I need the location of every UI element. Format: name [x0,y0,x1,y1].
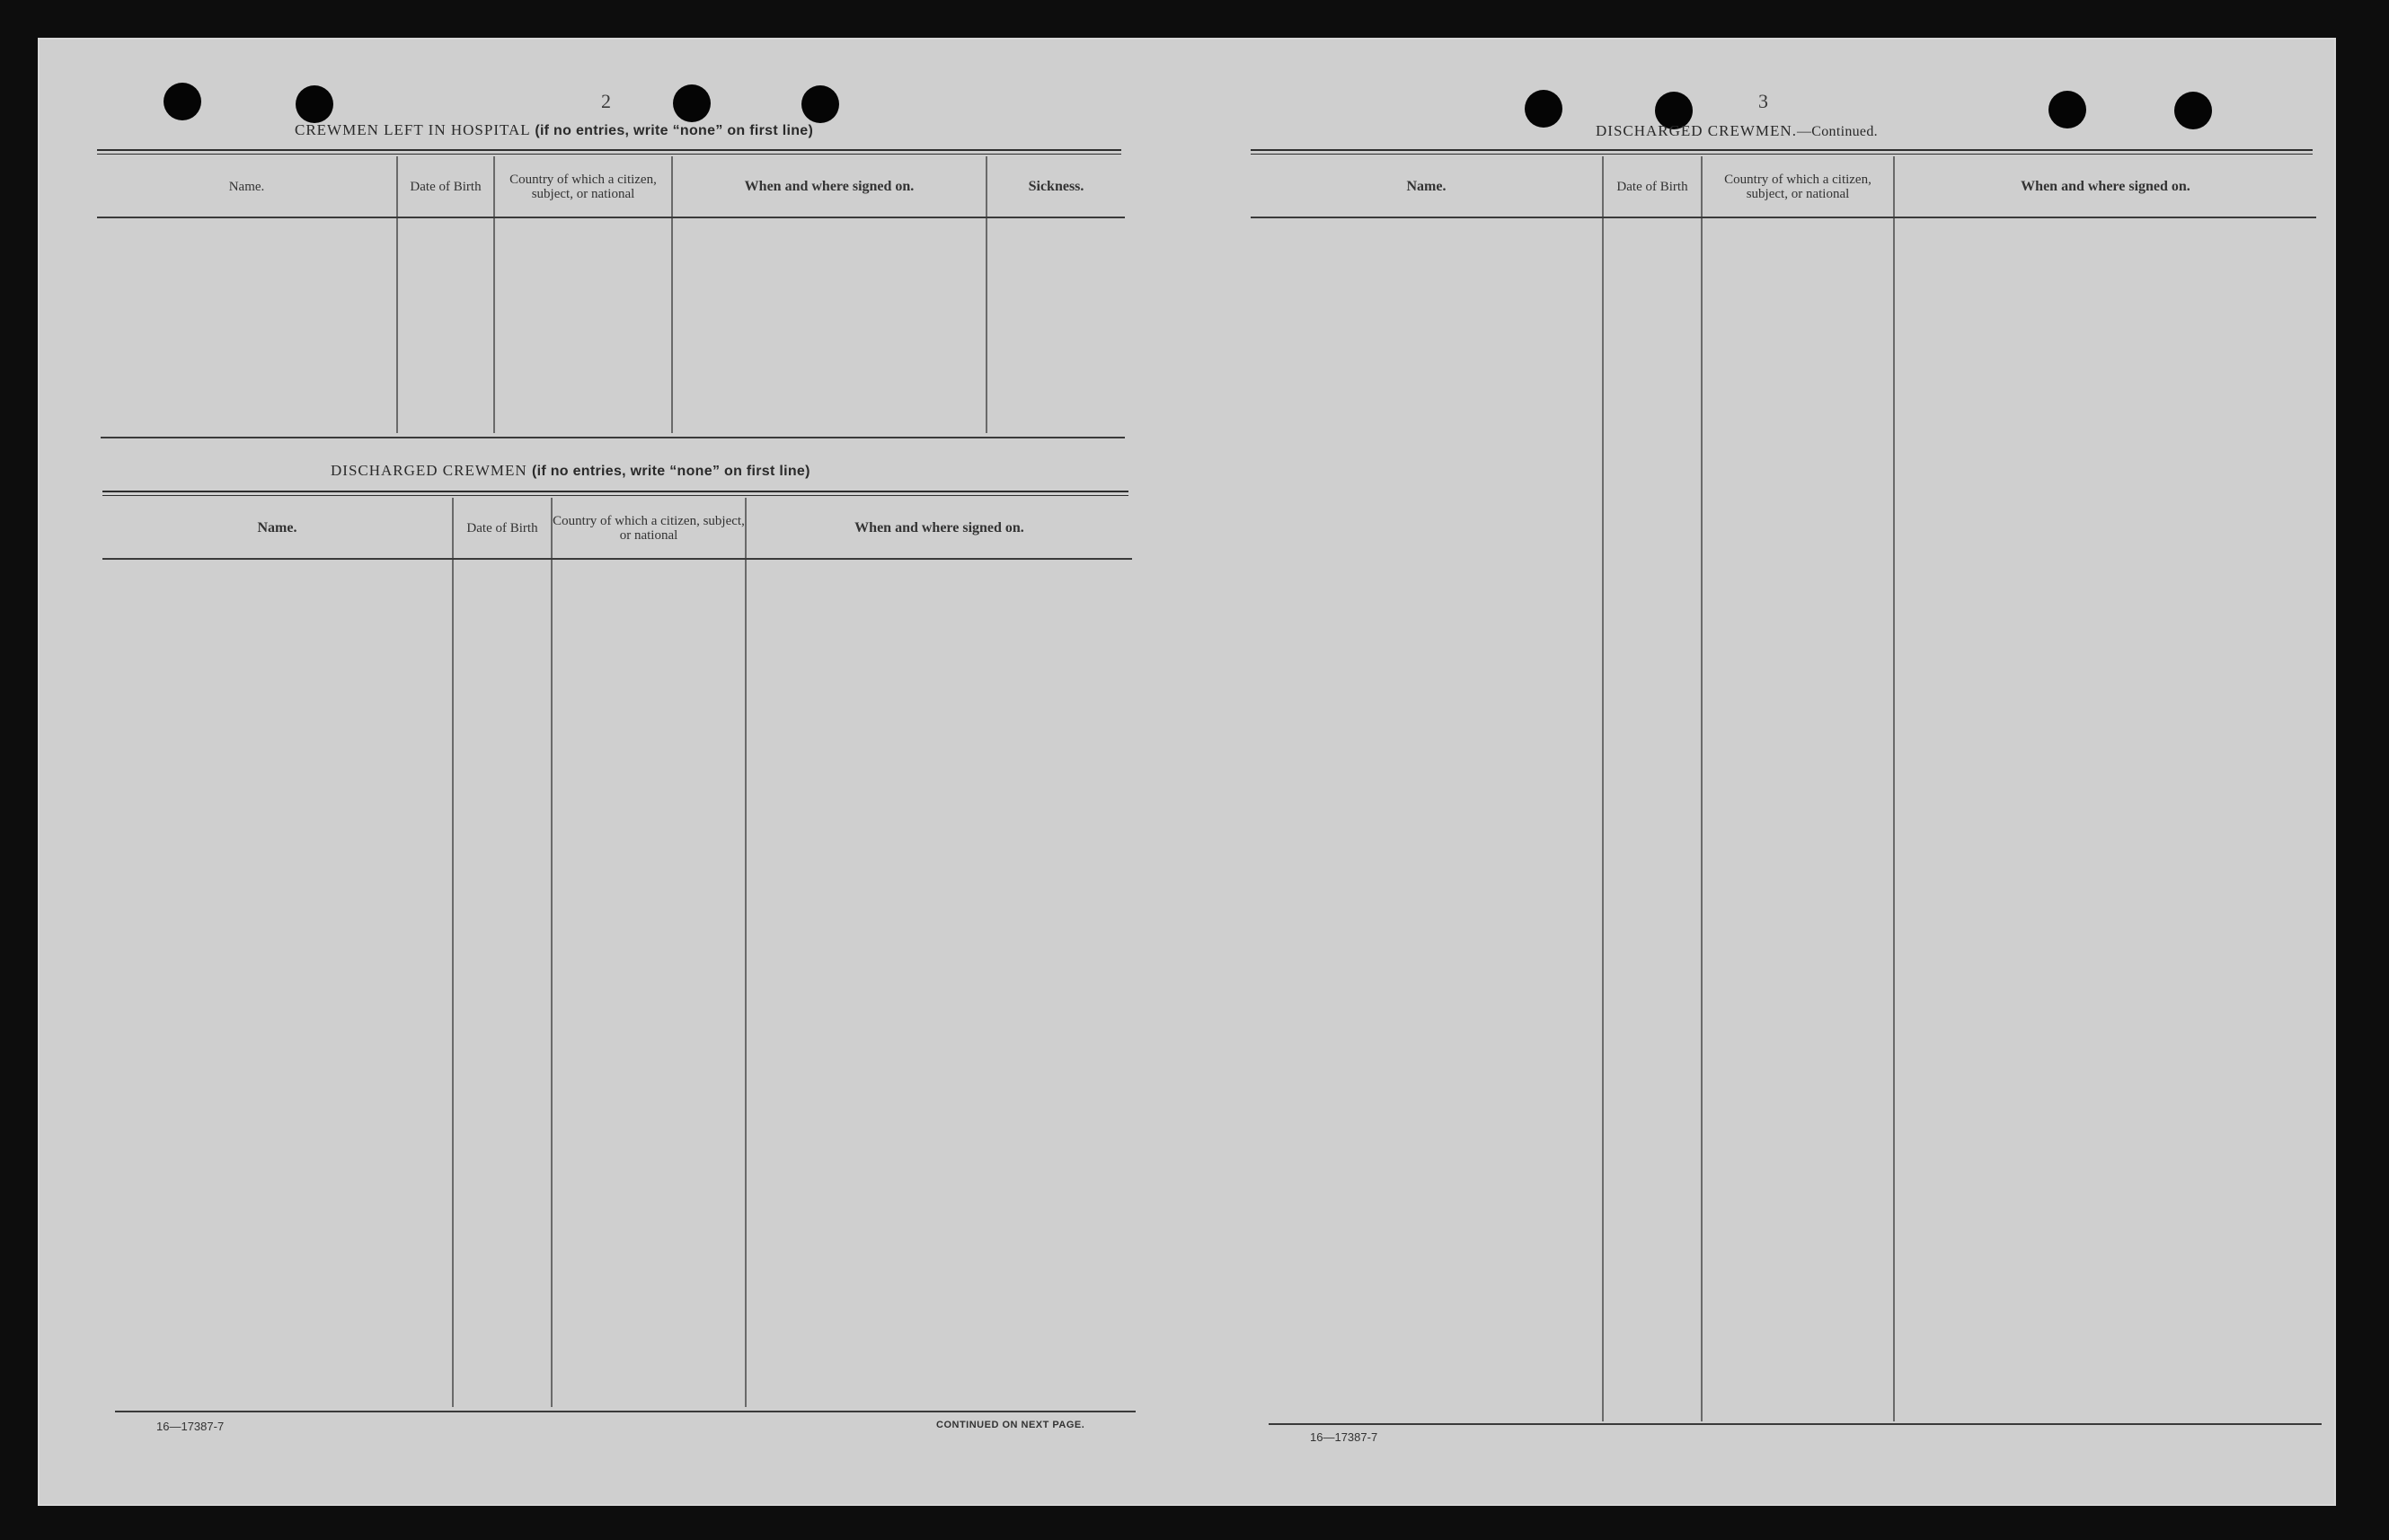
discharged-continued-title [1596,122,1878,140]
col-name: Name. [97,156,397,217]
form-sheet [38,38,2336,1506]
continued-note: CONTINUED ON NEXT PAGE. [936,1420,1085,1430]
continued-country-column [1702,217,1894,1421]
continued-title-text: DISCHARGED CREWMEN. [1596,122,1797,139]
col-name: Name. [1251,156,1603,217]
col-country: Country of which a citizen, subject, or national [1702,156,1894,217]
punch-hole [2048,91,2086,128]
discharged-instruction: (if no entries, write “none” on first line) [531,464,810,479]
col-signed-on: When and where signed on. [672,156,987,217]
continued-suffix: —Continued. [1796,124,1878,139]
discharged-dob-column [453,559,552,1407]
hospital-dob-column [397,217,494,433]
hospital-name-column [97,217,397,433]
punch-hole [164,83,201,120]
discharged-signed-column [746,559,1132,1407]
continued-name-column [1251,217,1603,1421]
discharged-section-title [331,462,810,480]
form-number: 16—17387-7 [156,1420,225,1433]
continued-dob-column [1603,217,1702,1421]
col-country: Country of which a citizen, subject, or national [552,498,746,559]
punch-hole [2174,92,2212,129]
page-bottom-rule [115,1411,1136,1412]
punch-hole [673,84,711,122]
discharged-country-column [552,559,746,1407]
form-number: 16—17387-7 [1310,1430,1378,1444]
hospital-sickness-column [987,217,1125,433]
hospital-section-title [295,121,813,139]
discharged-top-rule [102,491,1128,496]
discharged-table [102,498,1132,1407]
punch-hole [801,85,839,123]
hospital-table [97,156,1125,433]
section-bottom-rule [101,437,1125,438]
col-name: Name. [102,498,453,559]
discharged-continued-table [1251,156,2316,1421]
top-rule [97,149,1121,155]
right-bottom-rule [1269,1423,2322,1425]
hospital-country-column [494,217,672,433]
col-country: Country of which a citizen, subject, or national [494,156,672,217]
hospital-title-text: CREWMEN LEFT IN HOSPITAL [295,121,531,138]
col-signed-on: When and where signed on. [1894,156,2316,217]
col-date-of-birth: Date of Birth [397,156,494,217]
discharged-title-text: DISCHARGED CREWMEN [331,462,527,479]
right-top-rule [1251,149,2313,155]
punch-hole [296,85,333,123]
col-date-of-birth: Date of Birth [1603,156,1702,217]
hospital-signed-column [672,217,987,433]
punch-hole [1525,90,1562,128]
page-number: 3 [1758,90,1768,112]
continued-signed-column [1894,217,2316,1421]
col-date-of-birth: Date of Birth [453,498,552,559]
discharged-name-column [102,559,453,1407]
page-number: 2 [601,90,611,112]
hospital-instruction: (if no entries, write “none” on first line) [535,123,814,138]
col-sickness: Sickness. [987,156,1125,217]
col-signed-on: When and where signed on. [746,498,1132,559]
